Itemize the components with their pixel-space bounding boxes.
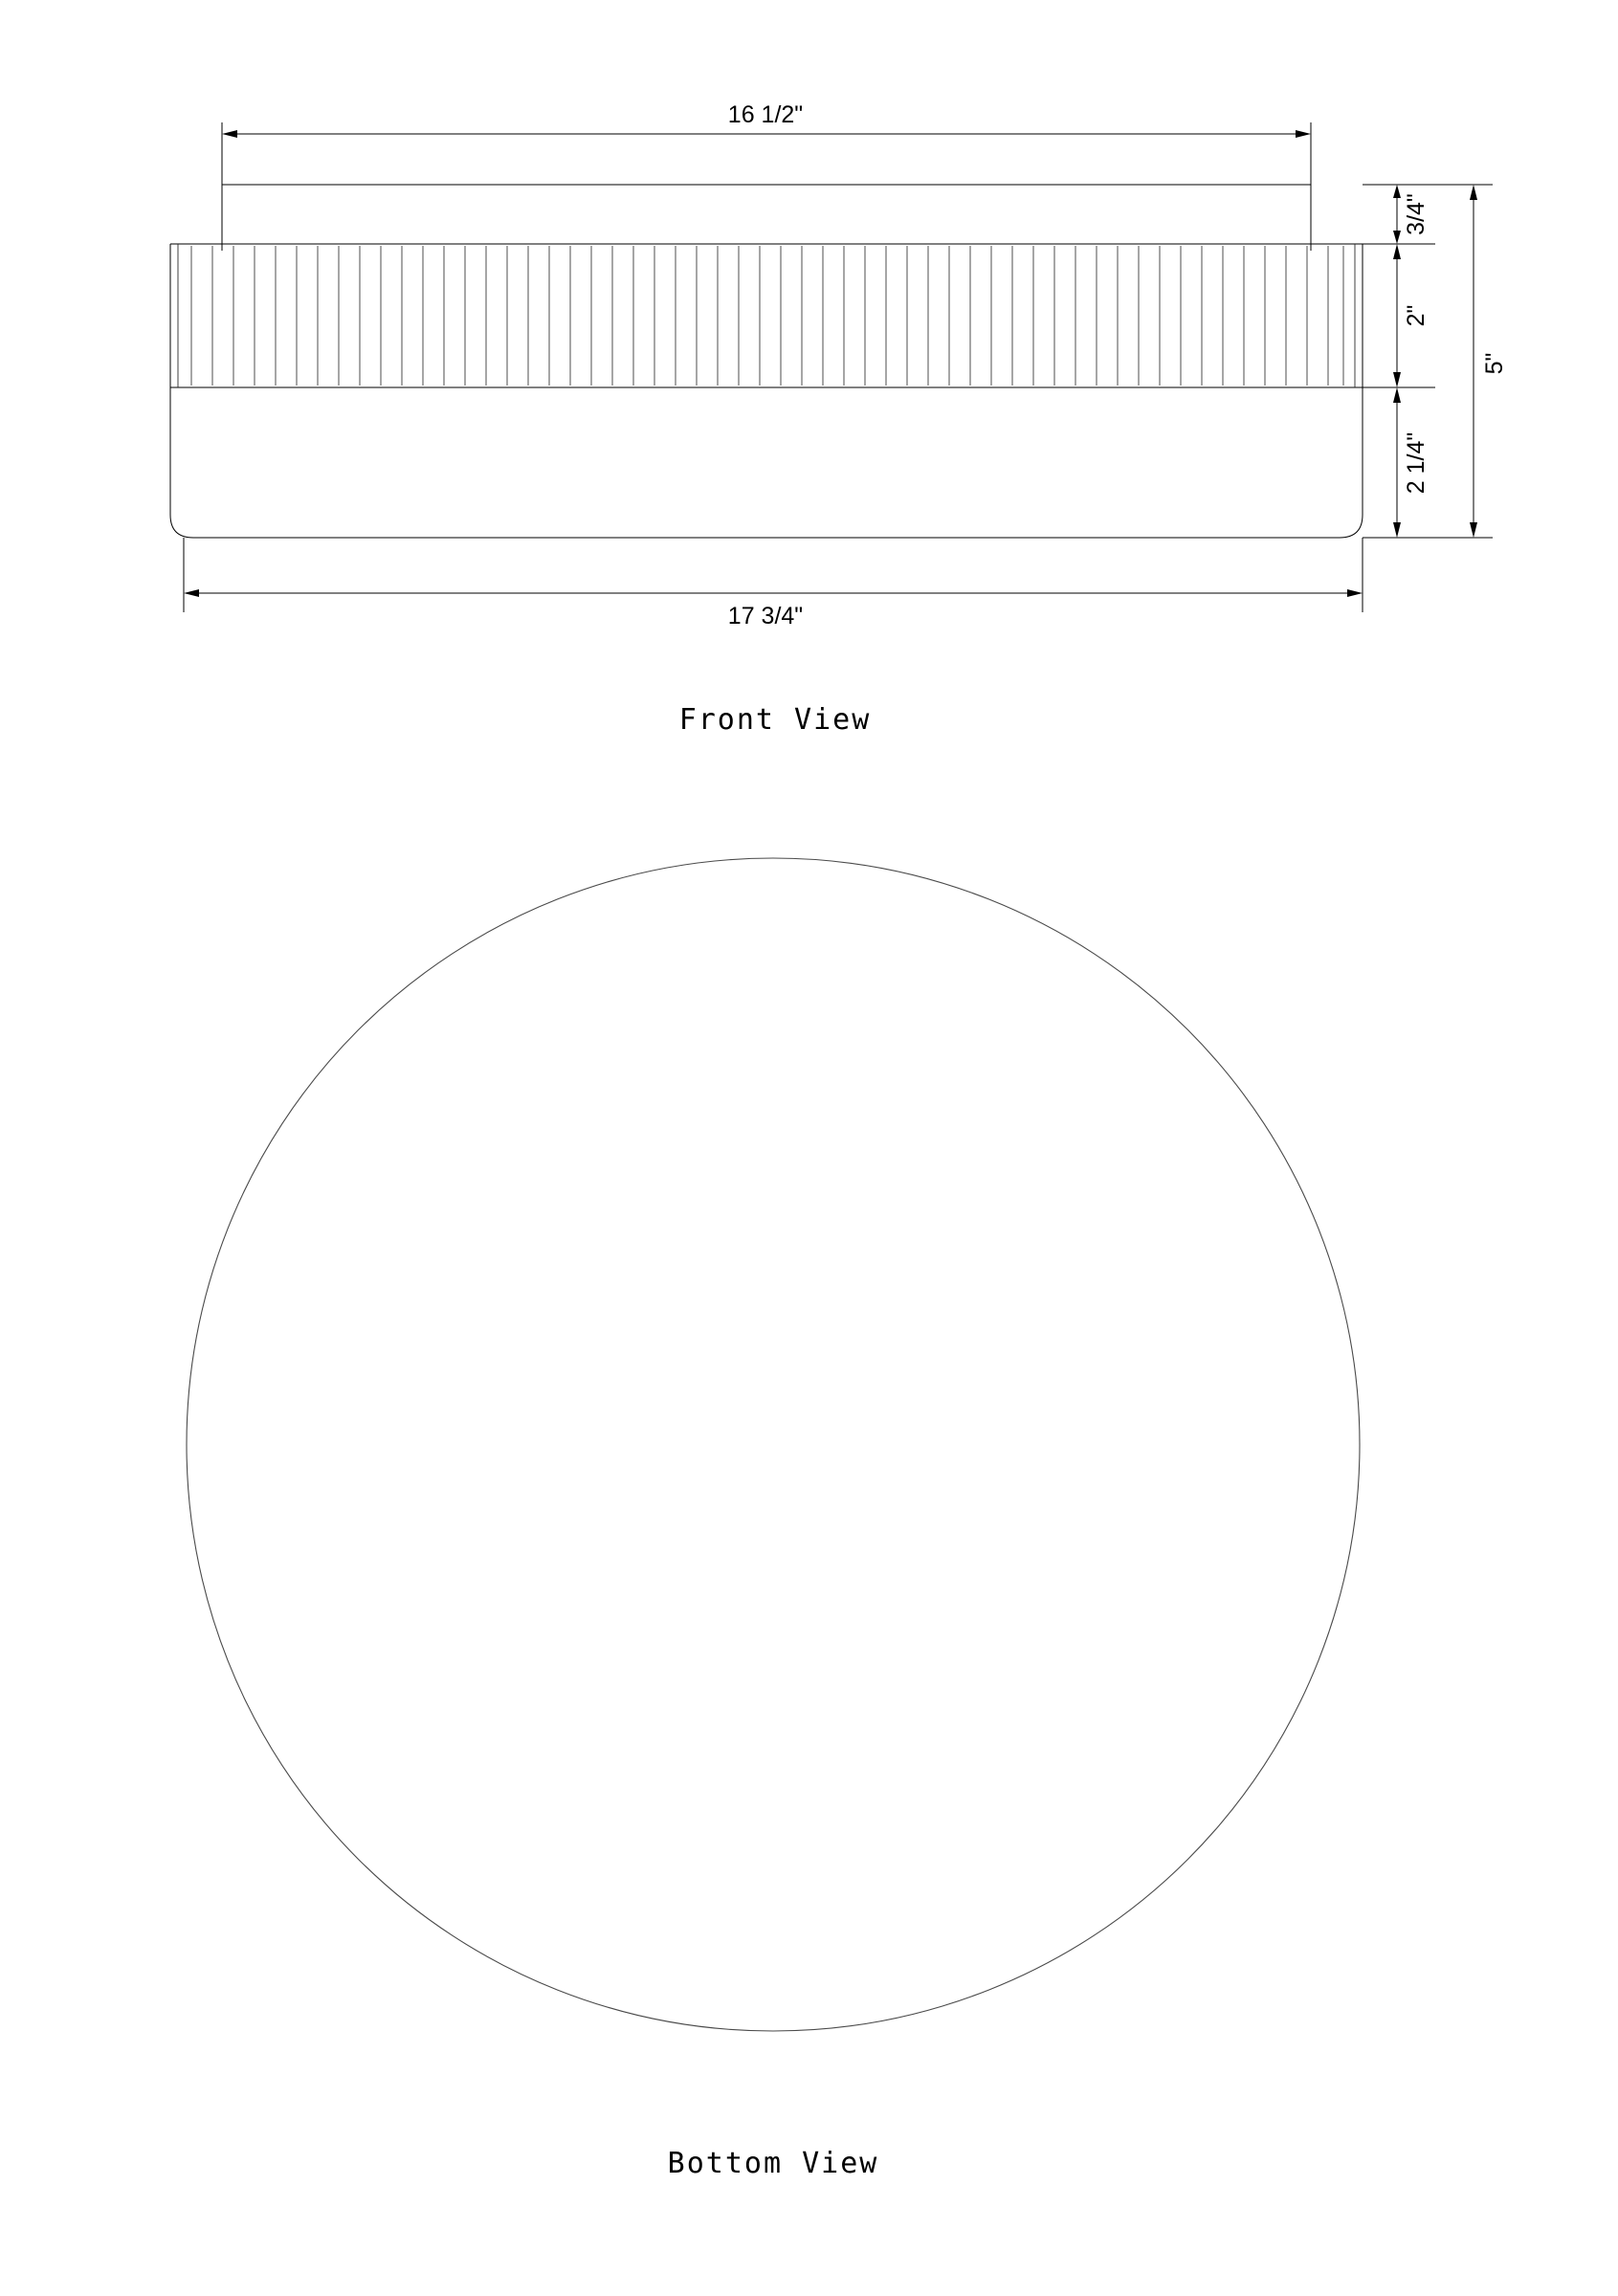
front-view-label: Front View bbox=[678, 703, 872, 737]
arrowhead-midband-down bbox=[1393, 372, 1401, 387]
dim-text-top-band: 3/4" bbox=[1403, 193, 1430, 235]
dim-text-middle-band: 2" bbox=[1403, 304, 1430, 327]
arrowhead-lowerband-up bbox=[1393, 387, 1401, 403]
front-view-geometry bbox=[170, 101, 1508, 629]
shade-body-outline bbox=[170, 387, 1363, 538]
dim-text-lower-band: 2 1/4" bbox=[1403, 431, 1430, 495]
arrowhead-lowerband-down bbox=[1393, 522, 1401, 538]
bottom-view-geometry bbox=[187, 858, 1360, 2031]
bottom-view-label: Bottom View bbox=[667, 2147, 879, 2180]
arrowhead-midband-up bbox=[1393, 244, 1401, 259]
dim-text-bottom-width: 17 3/4" bbox=[727, 603, 804, 629]
arrowhead-top-right bbox=[1296, 130, 1311, 138]
dim-text-top-width: 16 1/2" bbox=[727, 101, 804, 128]
arrowhead-overall-up bbox=[1470, 185, 1477, 200]
arrowhead-topband-down bbox=[1393, 231, 1401, 244]
rib-lines bbox=[191, 246, 1343, 386]
arrowhead-bottom-left bbox=[184, 589, 199, 597]
arrowhead-overall-down bbox=[1470, 522, 1477, 538]
dim-text-overall-height: 5" bbox=[1481, 352, 1508, 375]
bottom-view-circle bbox=[187, 858, 1360, 2031]
arrowhead-bottom-right bbox=[1347, 589, 1363, 597]
arrowhead-topband-up bbox=[1393, 185, 1401, 198]
arrowhead-top-left bbox=[222, 130, 237, 138]
